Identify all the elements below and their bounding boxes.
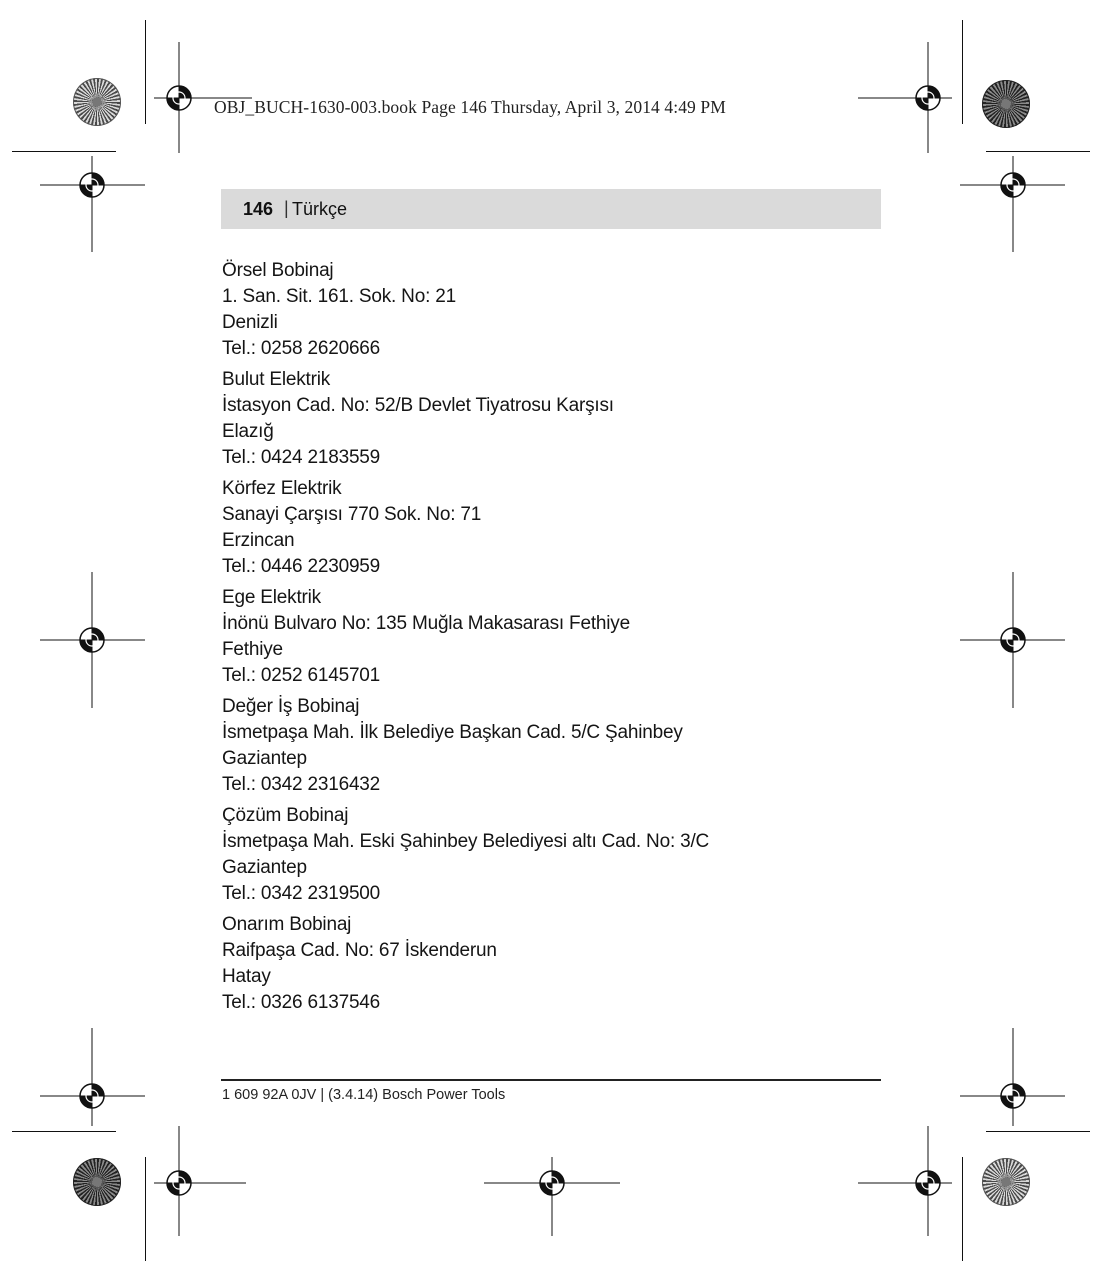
city: Fethiye	[222, 639, 283, 660]
address-entry	[222, 803, 882, 907]
phone-number: Tel.: 0326 6137546	[222, 992, 381, 1013]
street-address: İstasyon Cad. No: 52/B Devlet Tiyatrosu Karşısı	[222, 395, 614, 416]
phone-number: Tel.: 0258 2620666	[222, 338, 381, 359]
print-slug-line: OBJ_BUCH-1630-003.book Page 146 Thursday, April 3, 2014 4:49 PM	[214, 97, 726, 117]
street-address: İsmetpaşa Mah. Eski Şahinbey Belediyesi altı Cad. No: 3/C	[222, 831, 710, 852]
phone-number: Tel.: 0252 6145701	[222, 665, 381, 686]
section-language: Türkçe	[292, 199, 348, 219]
address-entry	[222, 367, 882, 471]
company-name: Onarım Bobinaj	[222, 914, 352, 935]
city: Gaziantep	[222, 748, 307, 769]
phone-number: Tel.: 0446 2230959	[222, 556, 381, 577]
registration-target-icon	[858, 1126, 952, 1236]
service-address-list	[222, 258, 882, 1021]
street-address: Raifpaşa Cad. No: 67 İskenderun	[222, 940, 497, 961]
city: Erzincan	[222, 530, 295, 551]
registration-target-icon	[484, 1157, 620, 1236]
company-name: Bulut Elektrik	[222, 369, 331, 390]
registration-target-icon	[960, 1028, 1065, 1126]
page-number: 146	[243, 199, 274, 219]
company-name: Değer İş Bobinaj	[222, 696, 360, 717]
registration-target-icon	[40, 156, 145, 252]
city: Elazığ	[222, 421, 274, 442]
address-entry	[222, 694, 882, 798]
street-address: İsmetpaşa Mah. İlk Belediye Başkan Cad. 5/C Şahinbey	[222, 722, 683, 743]
phone-number: Tel.: 0424 2183559	[222, 447, 381, 468]
registration-target-icon	[858, 42, 952, 153]
phone-number: Tel.: 0342 2319500	[222, 883, 381, 904]
phone-number: Tel.: 0342 2316432	[222, 774, 381, 795]
street-address: İnönü Bulvaro No: 135 Muğla Makasarası Fethiye	[222, 613, 630, 634]
street-address: Sanayi Çarşısı 770 Sok. No: 71	[222, 504, 482, 525]
footer-rule	[221, 1079, 881, 1081]
address-entry	[222, 912, 882, 1016]
address-entry	[222, 258, 882, 362]
company-name: Ege Elektrik	[222, 587, 321, 608]
street-address: 1. San. Sit. 161. Sok. No: 21	[222, 286, 456, 307]
page-footer: 1 609 92A 0JV | (3.4.14) Bosch Power Tools	[222, 1087, 506, 1103]
registration-target-icon	[960, 572, 1065, 708]
company-name: Körfez Elektrik	[222, 478, 342, 499]
registration-target-icon	[154, 1126, 246, 1236]
city: Gaziantep	[222, 857, 307, 878]
company-name: Örsel Bobinaj	[222, 260, 334, 281]
city: Hatay	[222, 966, 271, 987]
registration-target-icon	[40, 1028, 145, 1126]
address-entry	[222, 476, 882, 580]
registration-target-icon	[960, 156, 1065, 252]
address-entry	[222, 585, 882, 689]
registration-target-icon	[40, 572, 145, 708]
header-separator: |	[284, 198, 289, 218]
city: Denizli	[222, 312, 278, 333]
company-name: Çözüm Bobinaj	[222, 805, 349, 826]
running-header	[221, 189, 881, 229]
